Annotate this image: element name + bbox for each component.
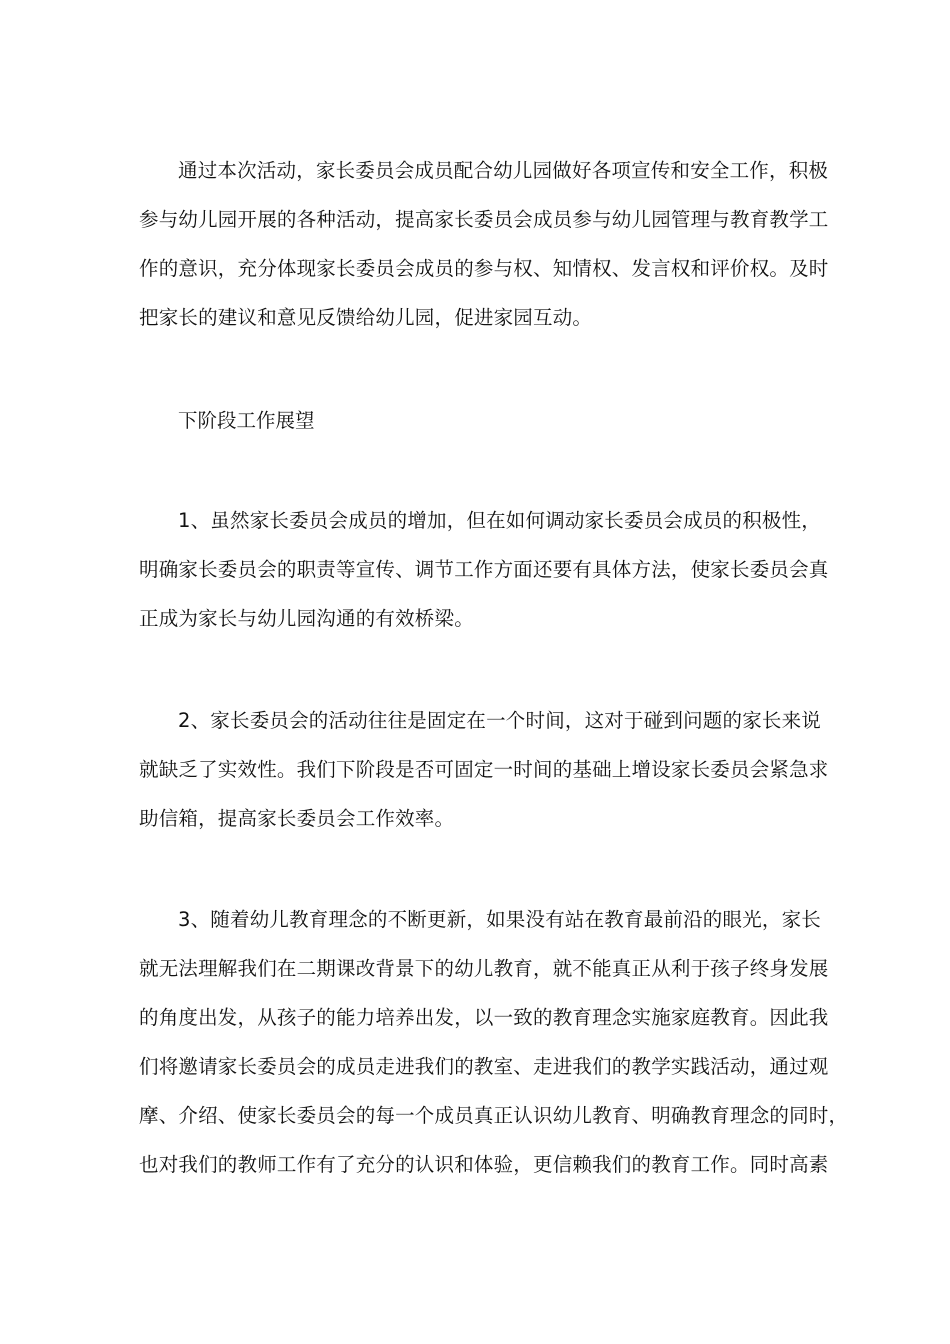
text-line: 摩、介绍、使家长委员会的每一个成员真正认识幼儿教育、明确教育理念的同时， (139, 1104, 849, 1127)
text-line: 就无法理解我们在二期课改背景下的幼儿教育，就不能真正从利于孩子终身发展 (139, 957, 829, 980)
text-line: 的角度出发，从孩子的能力培养出发，以一致的教育理念实施家庭教育。因此我 (139, 1006, 829, 1029)
list-item-2 (139, 696, 829, 843)
list-item-1 (139, 496, 829, 643)
text-line: 助信箱，提高家长委员会工作效率。 (139, 807, 455, 830)
text-line: 就缺乏了实效性。我们下阶段是否可固定一时间的基础上增设家长委员会紧急求 (139, 758, 829, 781)
text-line: 正成为家长与幼儿园沟通的有效桥梁。 (139, 607, 474, 630)
text-line: 也对我们的教师工作有了充分的认识和体验，更信赖我们的教育工作。同时高素 (139, 1153, 829, 1176)
list-item-3 (139, 895, 849, 1189)
text-line: 3、随着幼儿教育理念的不断更新，如果没有站在教育最前沿的眼光，家长 (178, 908, 822, 931)
text-line: 把家长的建议和意见反馈给幼儿园，促进家园互动。 (139, 306, 593, 329)
text-line: 2、家长委员会的活动往往是固定在一个时间，这对于碰到问题的家长来说 (178, 709, 822, 732)
section-heading: 下阶段工作展望 (178, 409, 315, 432)
paragraph-activity-summary (139, 146, 829, 342)
text-line: 明确家长委员会的职责等宣传、调节工作方面还要有具体方法，使家长委员会真 (139, 558, 829, 581)
text-line: 们将邀请家长委员会的成员走进我们的教室、走进我们的教学实践活动，通过观 (139, 1055, 829, 1078)
text-line: 作的意识，充分体现家长委员会成员的参与权、知情权、发言权和评价权。及时 (139, 257, 829, 280)
text-line: 通过本次活动，家长委员会成员配合幼儿园做好各项宣传和安全工作，积极 (178, 159, 829, 182)
text-line: 参与幼儿园开展的各种活动，提高家长委员会成员参与幼儿园管理与教育教学工 (139, 208, 829, 231)
text-line: 1、虽然家长委员会成员的增加，但在如何调动家长委员会成员的积极性， (178, 509, 822, 532)
